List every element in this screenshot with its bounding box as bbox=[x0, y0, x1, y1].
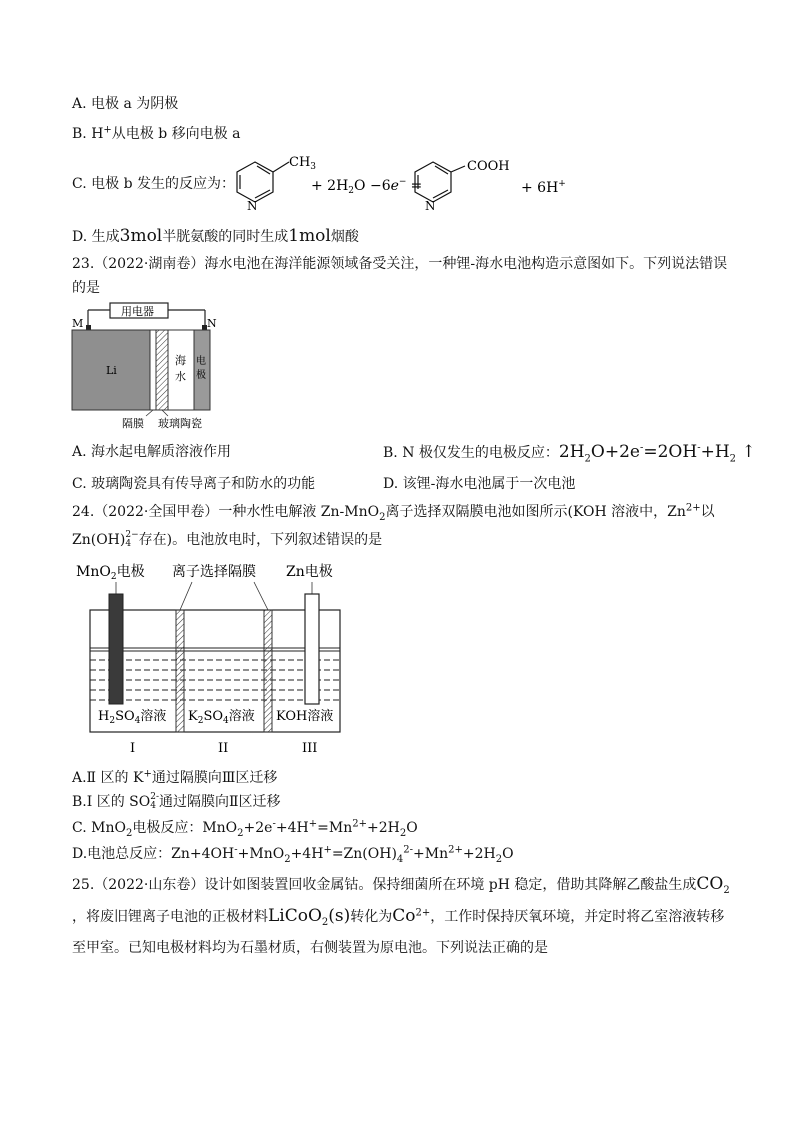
q22-option-d: D. 生成3mol半胱氨酸的同时生成1mol烟酸 bbox=[72, 226, 359, 246]
proton-term: + 6H+ bbox=[521, 179, 566, 196]
pyridine-ring-reactant bbox=[237, 162, 289, 202]
q24-stem-line-1: 24.（2022·全国甲卷）一种水性电解液 Zn-MnO$_2$离子选择双隔膜电池如图所示(KOH 溶液中，$Zn^{2+}$以 bbox=[72, 502, 715, 523]
mno2-electrode bbox=[109, 594, 123, 704]
membrane-right bbox=[264, 610, 272, 732]
q24-option-c: C. MnO$_2$电极反应：$MnO_2+2e^-+4H^+=Mn^{2+}+2H_2O$ bbox=[72, 818, 418, 839]
load-device-label: 用电器 bbox=[121, 305, 154, 318]
q25-stem-line-2: ，将废旧锂离子电池的正极材料LiCoO$_2$(s)转化为$Co^{2+}$，工作时保持厌氧环境，并定时将乙室溶液转移 bbox=[72, 906, 725, 928]
q24-option-b: B.Ⅰ 区的 SO2- 4 通过隔膜向Ⅱ区迁移 bbox=[72, 792, 281, 811]
electrode-label-1: 电 bbox=[196, 356, 206, 367]
zn-electrode bbox=[305, 594, 319, 704]
pyridine-ring-product bbox=[415, 162, 465, 202]
q24-battery-diagram bbox=[72, 560, 362, 765]
water-term: + $2H_2O -6e^-$ = bbox=[311, 177, 423, 196]
q22-option-b: B. H+从电极 b 移向电极 a bbox=[72, 124, 241, 142]
q22-reaction-equation bbox=[225, 148, 575, 218]
ion-membrane-label: 离子选择隔膜 bbox=[172, 564, 256, 580]
methyl-group-label: $CH_3$ bbox=[289, 155, 317, 172]
q23-option-a: A. 海水起电解质溶液作用 bbox=[72, 444, 232, 460]
zone-3-label: III bbox=[302, 741, 318, 756]
glass-ceramic-layer bbox=[156, 330, 168, 410]
terminal-m bbox=[86, 325, 91, 330]
q25-stem-line-3: 至甲室。已知电极材料均为石墨材质，右侧装置为原电池。下列说法正确的是 bbox=[72, 940, 548, 956]
ring-nitrogen-label: N bbox=[247, 199, 258, 213]
q23-stem-line-1: 23.（2022·湖南卷）海水电池在海洋能源领域备受关注，一种锂-海水电池构造示意图如下。下列说法错误 bbox=[72, 256, 728, 272]
zone-2-label: II bbox=[218, 741, 229, 756]
membrane-label: 隔膜 bbox=[122, 417, 144, 430]
q24-option-d: D.电池总反应：$Zn+4OH^-+MnO_2+4H^+=Zn(OH)_4^{2-}+Mn^{2+}+2H_2O$ bbox=[72, 844, 514, 865]
ring-nitrogen-label-2: N bbox=[425, 199, 436, 213]
label-m: M bbox=[72, 317, 84, 330]
seawater-label-1: 海 bbox=[175, 354, 186, 367]
q23-battery-diagram bbox=[70, 300, 220, 430]
label-n: N bbox=[207, 317, 217, 330]
q22-option-a: A. 电极 a 为阴极 bbox=[72, 96, 179, 112]
q23-option-c: C. 玻璃陶瓷具有传导离子和防水的功能 bbox=[72, 476, 316, 492]
q24-stem-line-2: Zn(OH)2− 4 存在)。电池放电时，下列叙述错误的是 bbox=[72, 530, 383, 549]
glass-ceramic-label: 玻璃陶瓷 bbox=[158, 417, 202, 430]
electrode-label-2: 极 bbox=[196, 370, 206, 381]
separator-membrane bbox=[150, 330, 156, 410]
lithium-label: Li bbox=[106, 364, 117, 377]
q23-option-d: D. 该锂-海水电池属于一次电池 bbox=[383, 476, 576, 492]
q23-stem-line-2: 的是 bbox=[72, 280, 100, 296]
k2so4-solution-label: $K_2SO_4$溶液 bbox=[188, 709, 255, 726]
q25-stem-line-1: 25.（2022·山东卷）设计如图装置回收金属钴。保持细菌所在环境 pH 稳定，借助其降解乙酸盐生成$CO_2$ bbox=[72, 874, 730, 896]
seawater-label-2: 水 bbox=[175, 370, 186, 383]
zn-electrode-label: Zn电极 bbox=[286, 564, 333, 580]
q22-option-c-label: C. 电极 b 发生的反应为： bbox=[72, 176, 235, 192]
koh-solution-label: KOH溶液 bbox=[276, 709, 334, 724]
membrane-left bbox=[176, 610, 184, 732]
q23-option-b: B. N 极仅发生的电极反应：$2H_2O+2e^-=2OH^-+H_2$ ↑ bbox=[383, 442, 756, 465]
q24-option-a: A.Ⅱ 区的 K+通过隔膜向Ⅲ区迁移 bbox=[72, 768, 278, 786]
carboxyl-group-label: COOH bbox=[467, 159, 510, 174]
mno2-electrode-label: MnO$_2$电极 bbox=[76, 564, 145, 582]
zone-1-label: I bbox=[130, 741, 136, 756]
h2so4-solution-label: $H_2SO_4$溶液 bbox=[98, 709, 167, 726]
